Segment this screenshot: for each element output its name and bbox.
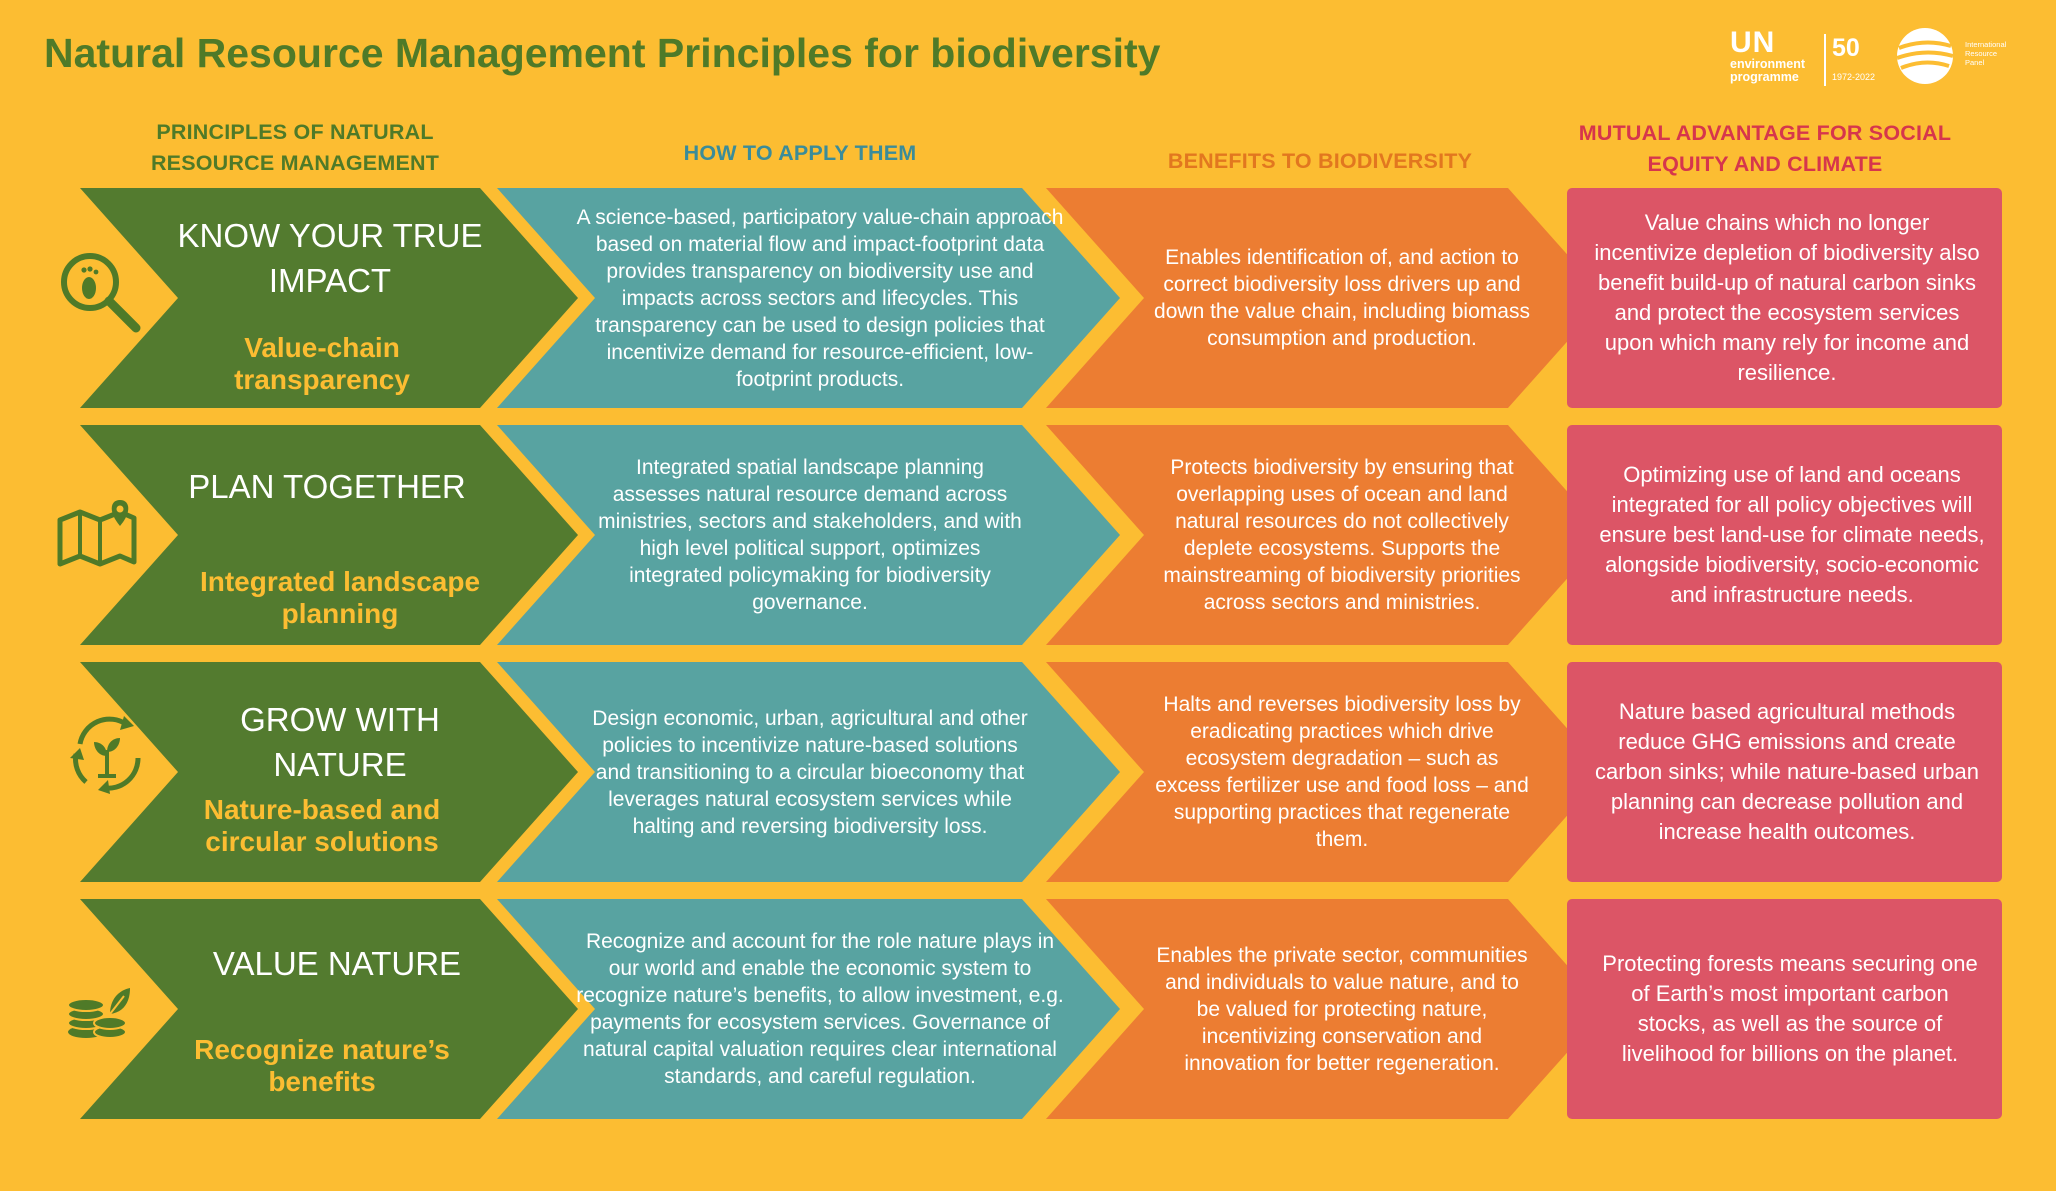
- years-text: 1972-2022: [1832, 72, 1876, 82]
- row4-apply-text: Recognize and account for the role nature plays in our world and enable the economic system to recognize nature’s benefits, to allow investment, e.g. payments for ecosystem services. Governance of natural capital valuation requires clear international standards, and careful regulation.: [576, 930, 1064, 1088]
- footprint-magnifier-icon: [56, 248, 142, 334]
- row4-mutual-text: Protecting forests means securing one of Earth’s most important carbon stocks, as well as the source of livelihood for billions on the planet.: [1602, 951, 1978, 1066]
- row2-principle-subtitle: Integrated landscape planning: [199, 566, 481, 629]
- coins-leaf-icon: [66, 982, 132, 1040]
- header-how-to-apply: HOW TO APPLY THEM: [683, 141, 917, 165]
- row3-apply-text: Design economic, urban, agricultural and other policies to incentivize nature-based solutions and transitioning to a circular bioeconomy that leverages natural ecosystem services while halting and reversing biodiversity loss.: [592, 706, 1028, 838]
- row4-principle-title: VALUE NATURE: [212, 945, 462, 982]
- row1-mutual-text: Value chains which no longer incentivize depletion of biodiversity also benefit build-up of natural carbon sinks and protect the ecosystem services upon which many rely for income and resilience.: [1594, 210, 1980, 385]
- irp-text-1: International: [1965, 40, 2007, 49]
- page-title: Natural Resource Management Principles for biodiversity: [44, 30, 1161, 76]
- circular-plant-icon: [68, 714, 146, 794]
- row1-principle-subtitle: Value-chain transparency: [234, 332, 410, 395]
- row1-apply-text: A science-based, participatory value-chain approach based on material flow and impact-footprint data provides transparency on biodiversity use and impacts across sectors and lifecycles. This transparency can be used to design policies that incentivize demand for resource-efficient, low-footprint products.: [576, 205, 1064, 391]
- irp-text-3: Panel: [1965, 58, 1985, 67]
- row3-principle-subtitle: Nature-based and circular solutions: [203, 794, 441, 857]
- header-mutual-advantage: MUTUAL ADVANTAGE FOR SOCIAL EQUITY AND CLIMATE: [1578, 121, 1952, 176]
- row1-principle-title: KNOW YOUR TRUE IMPACT: [177, 217, 483, 299]
- irp-text-2: Resource: [1965, 49, 1998, 58]
- row2-apply-text: Integrated spatial landscape planning assesses natural resource demand across ministries, sectors and stakeholders, and with high level political support, optimizes integrated policymaking for biodiversity governance.: [598, 456, 1022, 614]
- un-logo-env2: programme: [1730, 70, 1799, 84]
- header-benefits: BENEFITS TO BIODIVERSITY: [1167, 149, 1473, 173]
- map-pin-icon: [56, 498, 138, 568]
- row1-benefit-text: Enables identification of, and action to correct biodiversity loss drivers up and down the value chain, including biomass consumption and production.: [1154, 246, 1530, 350]
- row2-mutual-text: Optimizing use of land and oceans integrated for all policy objectives will ensure best land-use for climate needs, alongside biodiversity, socio-economic and infrastructure needs.: [1599, 462, 1985, 607]
- un-logo-text: UN: [1730, 26, 1776, 59]
- row3-principle-title: GROW WITH NATURE: [240, 701, 440, 783]
- row2-principle-title: PLAN TOGETHER: [188, 468, 466, 505]
- row3-mutual-text: Nature based agricultural methods reduce GHG emissions and create carbon sinks; while nature-based urban planning can decrease pollution and increase health outcomes.: [1594, 699, 1979, 844]
- header-principles: PRINCIPLES OF NATURAL RESOURCE MANAGEMENT: [150, 120, 440, 175]
- row2-benefit-text: Protects biodiversity by ensuring that overlapping uses of ocean and land natural resources do not collectively deplete ecosystems. Supports the mainstreaming of biodiversity priorities across sectors and ministries.: [1163, 456, 1521, 614]
- row4-benefit-text: Enables the private sector, communities and individuals to value nature, and to be valued for protecting nature, incentivizing conservation and innovation for better regeneration.: [1156, 943, 1528, 1075]
- un-logo-env1: environment: [1730, 57, 1806, 71]
- row3-benefit-text: Halts and reverses biodiversity loss by eradicating practices which drive ecosystem degradation – such as excess fertilizer use and food loss – and supporting practices that regenerate them.: [1155, 693, 1529, 851]
- fifty-text: 50: [1832, 34, 1860, 62]
- row4-principle-subtitle: Recognize nature’s benefits: [194, 1034, 450, 1097]
